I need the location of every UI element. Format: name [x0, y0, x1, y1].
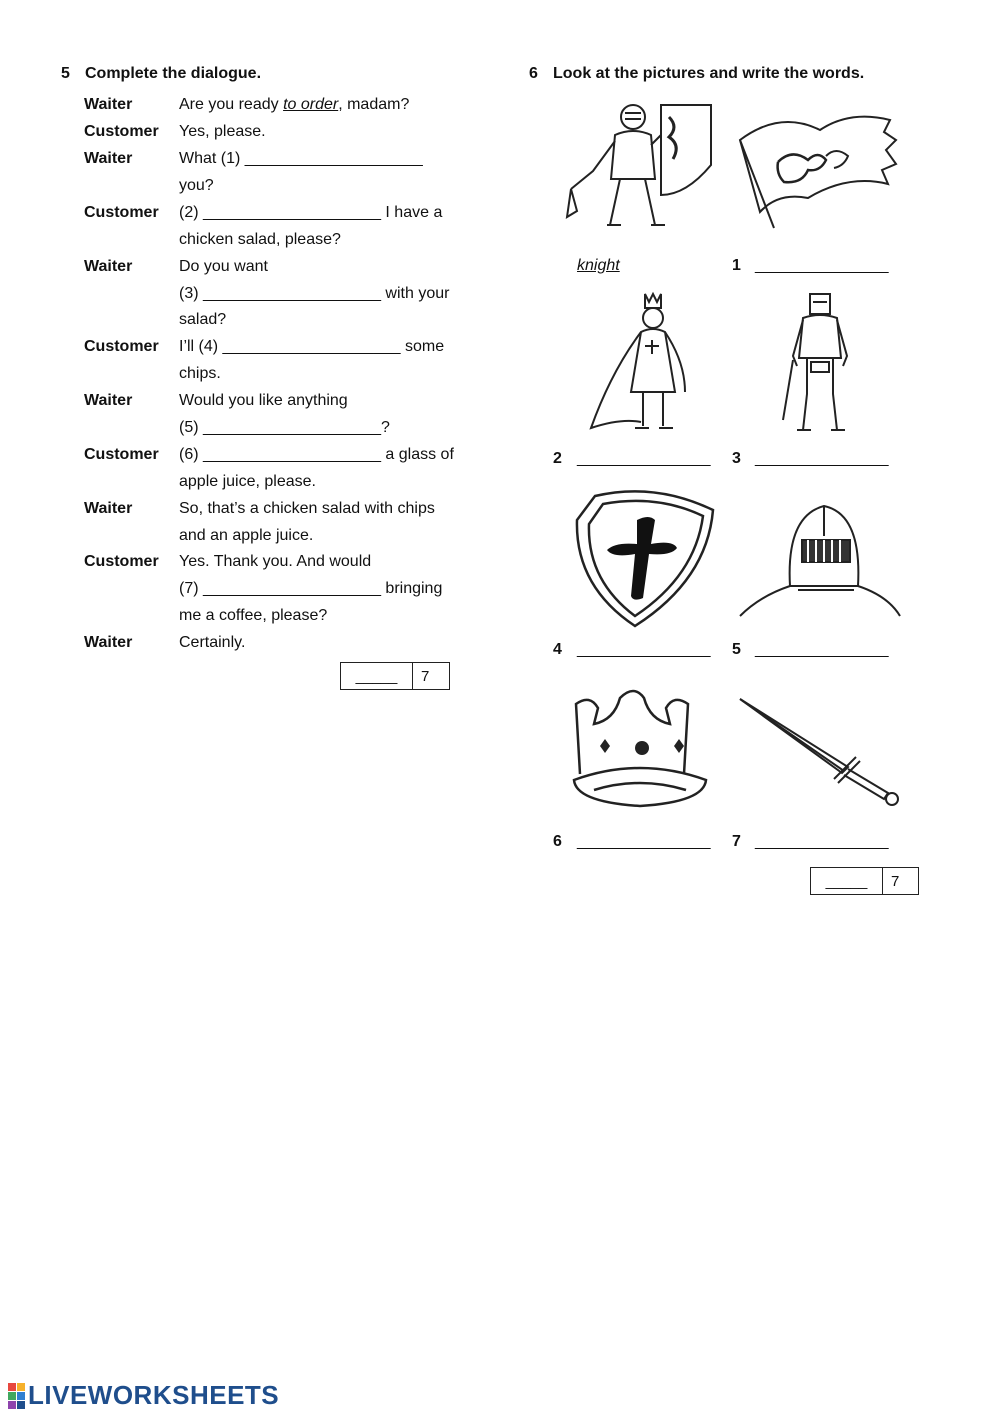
- speaker-customer: Customer: [84, 446, 159, 463]
- sword-icon: [738, 695, 903, 810]
- exercise-5-number: 5: [61, 65, 70, 82]
- dialogue-line: So, that’s a chicken salad with chips: [179, 500, 435, 517]
- dialogue-line-blank-7[interactable]: (7) ____________________ bringing: [179, 580, 443, 597]
- dialogue-line: Yes, please.: [179, 123, 266, 140]
- exercise-5-score-box: [340, 662, 450, 690]
- king-icon: [585, 290, 695, 435]
- score-total: 7: [421, 667, 430, 685]
- armour-icon: [775, 290, 865, 435]
- crown-icon: [570, 684, 710, 814]
- dialogue-line: you?: [179, 177, 214, 194]
- shield-icon: [575, 484, 715, 629]
- speaker-waiter: Waiter: [84, 392, 133, 409]
- example-answer: to order: [283, 96, 339, 113]
- item-1-answer[interactable]: _______________: [755, 257, 889, 274]
- item-3-answer[interactable]: _______________: [755, 450, 889, 467]
- speaker-customer: Customer: [84, 553, 159, 570]
- speaker-waiter: Waiter: [84, 258, 133, 275]
- speaker-waiter: Waiter: [84, 634, 133, 651]
- speaker-customer: Customer: [84, 338, 159, 355]
- helmet-icon: [738, 500, 903, 618]
- exercise-6-title: [529, 65, 864, 83]
- logo-text: LIVEWORKSHEETS: [28, 1380, 280, 1410]
- item-4-answer[interactable]: _______________: [577, 641, 711, 658]
- speaker-waiter: Waiter: [84, 500, 133, 517]
- logo-mark-icon: [8, 1383, 25, 1409]
- score-total: 7: [891, 872, 900, 890]
- dialogue-line: [179, 96, 409, 114]
- dialogue-line: salad?: [179, 311, 227, 328]
- dialogue-line: apple juice, please.: [179, 473, 316, 490]
- exercise-6-number: 6: [529, 65, 538, 82]
- dialogue-line: me a coffee, please?: [179, 607, 328, 624]
- exercise-6-instruction: Look at the pictures and write the words.: [553, 65, 865, 82]
- item-6-number: 6: [553, 833, 562, 850]
- speaker-waiter: Waiter: [84, 96, 133, 113]
- item-4-number: 4: [553, 641, 562, 658]
- dialogue-line: Do you want: [179, 258, 268, 275]
- flag-icon: [738, 110, 903, 230]
- dialogue-line-blank-6[interactable]: (6) ____________________ a glass of: [179, 446, 454, 463]
- item-2-answer[interactable]: _______________: [577, 450, 711, 467]
- item-3-number: 3: [732, 450, 741, 467]
- item-5-number: 5: [732, 641, 741, 658]
- liveworksheets-logo[interactable]: [8, 1380, 279, 1411]
- dialogue-line: Certainly.: [179, 634, 246, 651]
- example-answer-word: [577, 257, 620, 275]
- dialogue-line-blank-2[interactable]: (2) ____________________ I have a: [179, 204, 443, 221]
- score-blank[interactable]: _____: [811, 868, 883, 894]
- line-text: Are you ready: [179, 96, 284, 113]
- knight-icon: [565, 95, 715, 240]
- dialogue-line: Yes. Thank you. And would: [179, 553, 372, 570]
- exercise-5-title: [61, 65, 261, 83]
- dialogue-line-blank-3[interactable]: (3) ____________________ with your: [179, 285, 450, 302]
- dialogue-line-blank-5[interactable]: (5) ____________________?: [179, 419, 390, 436]
- example-word: knight: [577, 257, 620, 274]
- speaker-customer: Customer: [84, 204, 159, 221]
- item-5-answer[interactable]: _______________: [755, 641, 889, 658]
- speaker-waiter: Waiter: [84, 150, 133, 167]
- speaker-customer: Customer: [84, 123, 159, 140]
- dialogue-line-blank-1[interactable]: What (1) ____________________: [179, 150, 423, 167]
- exercise-6-score-box: [810, 867, 919, 895]
- item-7-answer[interactable]: _______________: [755, 833, 889, 850]
- item-2-number: 2: [553, 450, 562, 467]
- dialogue-line: Would you like anything: [179, 392, 348, 409]
- line-text: , madam?: [338, 96, 410, 113]
- dialogue-line-blank-4[interactable]: I’ll (4) ____________________ some: [179, 338, 445, 355]
- exercise-5-instruction: Complete the dialogue.: [85, 65, 262, 82]
- dialogue-line: and an apple juice.: [179, 527, 314, 544]
- item-6-answer[interactable]: _______________: [577, 833, 711, 850]
- dialogue-line: chips.: [179, 365, 221, 382]
- score-blank[interactable]: _____: [341, 663, 413, 689]
- item-1-number: 1: [732, 257, 741, 274]
- dialogue-line: chicken salad, please?: [179, 231, 341, 248]
- item-7-number: 7: [732, 833, 741, 850]
